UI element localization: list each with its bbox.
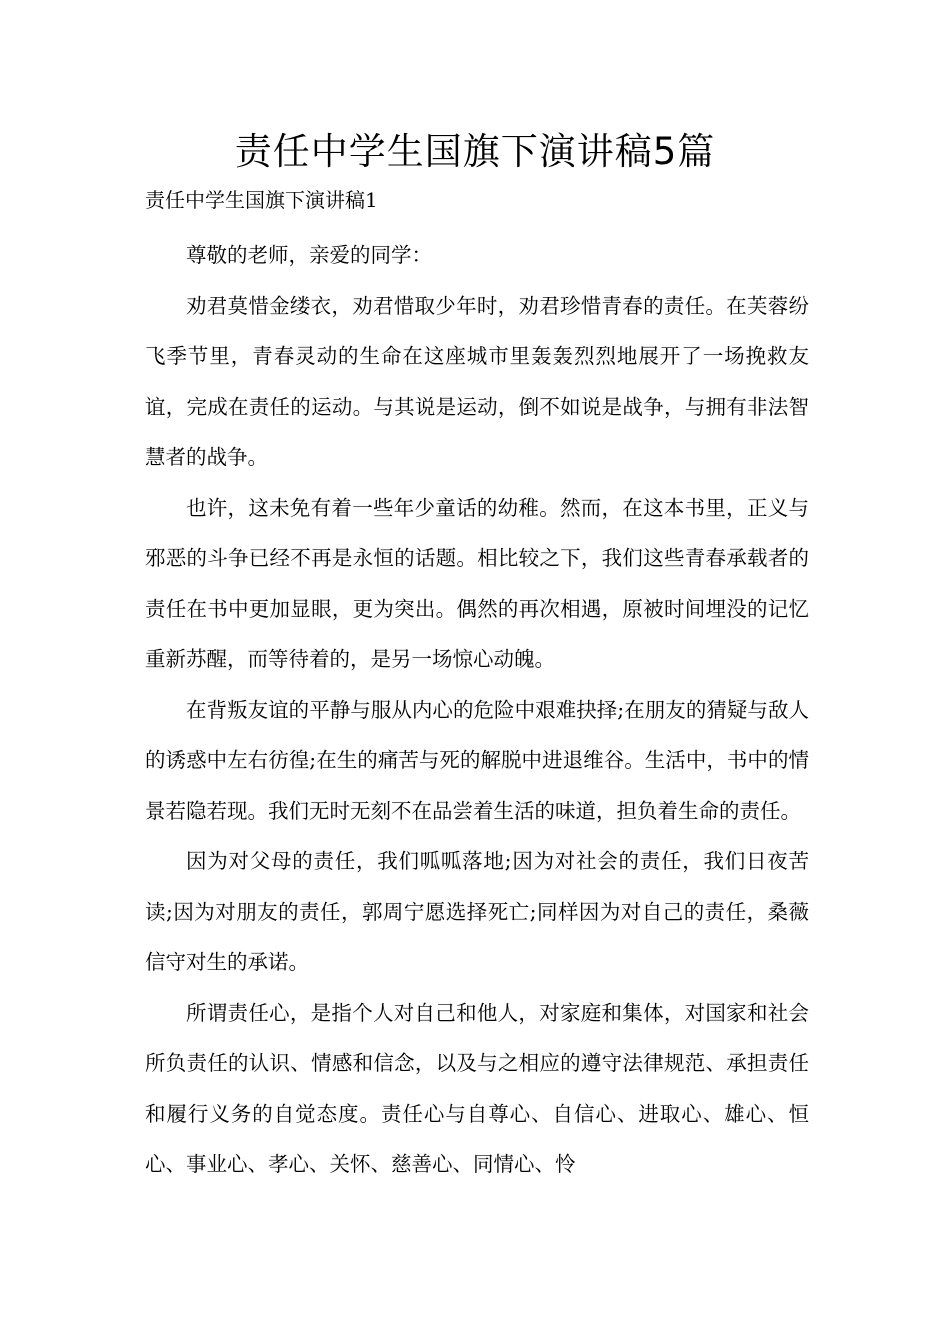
paragraph: 也许，这未免有着一些年少童话的幼稚。然而，在这本书里，正义与邪恶的斗争已经不再是永恒的话题。相比较之下，我们这些青春承载者的责任在书中更加显眼，更为突出。偶然的再次相遇，原被时间埋没的记忆重新苏醒，而等待着的，是另一场惊心动魄。 — [145, 495, 809, 671]
paragraph-greeting: 尊敬的老师，亲爱的同学： — [186, 243, 432, 267]
document-title: 责任中学生国旗下演讲稿5篇 — [234, 130, 716, 173]
section-heading: 责任中学生国旗下演讲稿1 — [145, 188, 378, 212]
paragraph: 因为对父母的责任，我们呱呱落地;因为对社会的责任，我们日夜苦读;因为对朋友的责任，郭周宁愿选择死亡;同样因为对自己的责任，桑薇信守对生的承诺。 — [145, 849, 809, 974]
paragraph: 劝君莫惜金缕衣，劝君惜取少年时，劝君珍惜青春的责任。在芙蓉纷飞季节里，青春灵动的生命在这座城市里轰轰烈烈地展开了一场挽救友谊，完成在责任的运动。与其说是运动，倒不如说是战争，与拥有非法智慧者的战争。 — [145, 293, 809, 469]
paragraph: 所谓责任心，是指个人对自己和他人，对家庭和集体，对国家和社会所负责任的认识、情感和信念，以及与之相应的遵守法律规范、承担责任和履行义务的自觉态度。责任心与自尊心、自信心、进取心、雄心、恒心、事业心、孝心、关怀、慈善心、同情心、怜 — [145, 1000, 809, 1176]
body-text — [145, 230, 809, 1190]
paragraph: 在背叛友谊的平静与服从内心的危险中艰难抉择;在朋友的猜疑与敌人的诱惑中左右彷徨;在生的痛苦与死的解脱中进退维谷。生活中，书中的情景若隐若现。我们无时无刻不在品尝着生活的味道，担负着生命的责任。 — [145, 697, 809, 823]
